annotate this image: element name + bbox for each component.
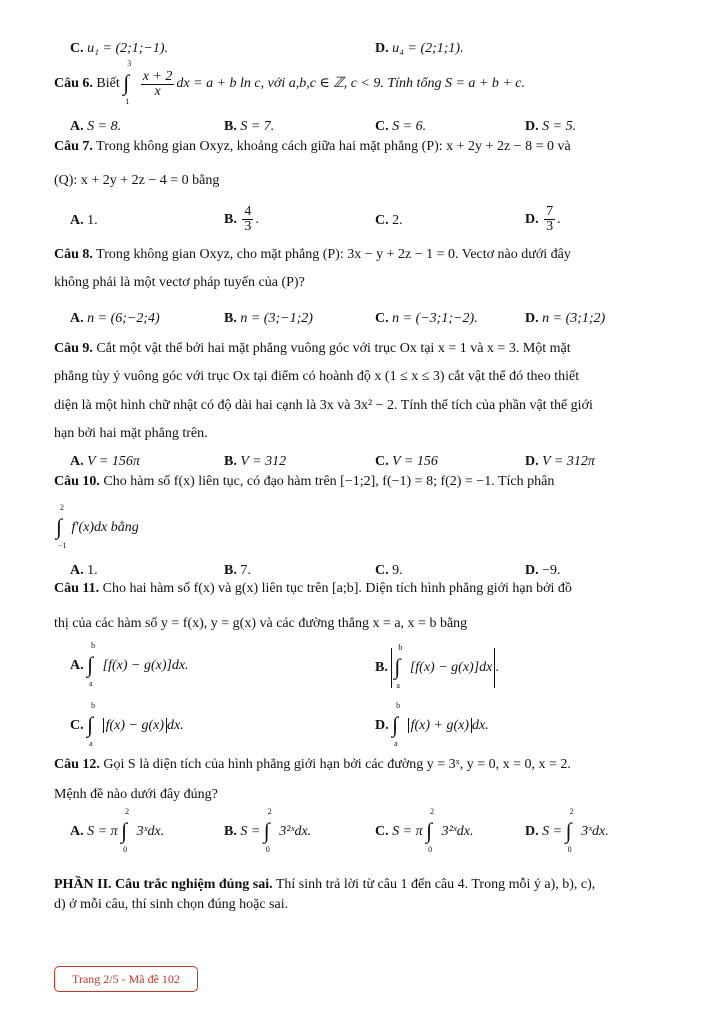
option-body: 3ˣdx. xyxy=(136,824,165,840)
option-text: 1. xyxy=(87,563,98,578)
integral-sign: ∫ 2 0 xyxy=(121,807,130,854)
abs-bars xyxy=(391,642,495,690)
option-label: C. xyxy=(375,311,389,326)
integral-sign: ∫ 2 0 xyxy=(426,807,435,854)
option-pre: S = xyxy=(542,824,563,840)
option-label: D. xyxy=(525,454,539,469)
option-text: S = 5. xyxy=(542,119,577,134)
option-text: n = (−3;1;−2). xyxy=(392,311,478,326)
option-text: [f(x) − g(x)]dx xyxy=(409,660,493,675)
q12-line1: Gọi S là diện tích của hình phẳng giới hạn bởi các đường y = 3ˣ, y = 0, x = 0, x = 2. xyxy=(103,757,571,772)
int-lower: 1 xyxy=(125,97,130,106)
q11-option-b: B. ∫ b a [f(x) − g(x)]dx . xyxy=(375,642,499,690)
page-footer-badge: Trang 2/5 - Mã đề 102 xyxy=(54,966,198,992)
q10-line2: f′(x)dx bằng xyxy=(71,520,139,536)
int-upper: 2 xyxy=(569,807,574,816)
integral-sign: ∫ b a xyxy=(87,701,96,748)
option-label: B. xyxy=(224,824,237,840)
int-upper: b xyxy=(398,642,403,652)
q6-option-b xyxy=(224,118,274,136)
option-label: D. xyxy=(525,824,539,840)
integral-sign: ∫ b a xyxy=(392,701,401,748)
q11-line2: thị của các hàm số y = f(x), y = g(x) và các đường thẳng x = a, x = b bằng xyxy=(54,616,468,631)
int-lower: a xyxy=(394,739,398,748)
option-label: B. xyxy=(224,311,237,326)
q6-option-c xyxy=(375,118,426,136)
q7-d-fraction xyxy=(544,205,555,234)
q8-option-d xyxy=(525,310,605,328)
q10-line1: Cho hàm số f(x) liên tục, có đạo hàm trên [−1;2], f(−1) = 8; f(2) = −1. Tích phân xyxy=(103,474,555,489)
q11-stem-line1 xyxy=(54,580,572,598)
q11-option-c xyxy=(70,701,184,748)
q9-option-d xyxy=(525,453,595,471)
option-label: D. xyxy=(525,212,539,227)
option-label: B. xyxy=(224,119,237,134)
q8-option-a xyxy=(70,310,160,328)
frac-num: x + 2 xyxy=(142,68,173,84)
question-label: Câu 6. xyxy=(54,76,93,92)
q11-option-d xyxy=(375,701,489,748)
option-text: S = 8. xyxy=(87,119,122,134)
option-text: S = 7. xyxy=(240,119,275,134)
option-label: B. xyxy=(224,563,237,578)
option-label: A. xyxy=(70,658,84,674)
integral-sign: ∫ b a xyxy=(394,642,403,690)
q5-option-d xyxy=(375,40,464,58)
integral-sign: ∫ b a xyxy=(87,641,96,688)
q6-rest: dx = a + b ln c, với a,b,c ∈ ℤ, c < 9. Tính tổng S = a + b + c. xyxy=(176,76,525,92)
option-text: f(x) + g(x) xyxy=(408,718,472,733)
q7-option-d: D. $\frac{7}{3}$ . xyxy=(525,204,561,235)
q6-prefix: Biết xyxy=(96,76,120,92)
question-label: Câu 10. xyxy=(54,474,100,489)
int-lower: 0 xyxy=(123,845,128,854)
q6-option-a xyxy=(70,118,121,136)
q6-option-d xyxy=(525,118,576,136)
int-upper: 2 xyxy=(125,807,130,816)
q7-option-c xyxy=(375,212,403,230)
int-lower: a xyxy=(89,739,93,748)
option-text: V = 312π xyxy=(542,454,595,469)
option-text: n = (3;1;2) xyxy=(542,311,606,326)
frac-den: x xyxy=(154,83,161,99)
option-label: D. xyxy=(375,41,389,56)
option-label: A. xyxy=(70,119,84,134)
q12-stem-line1 xyxy=(54,756,571,774)
q7-stem-line1 xyxy=(54,138,571,156)
option-text: [f(x) − g(x)]dx. xyxy=(102,658,189,674)
q7-option-b: B. $\frac{4}{3}$ . xyxy=(224,204,259,235)
option-text: 7. xyxy=(240,563,251,578)
question-label: Câu 9. xyxy=(54,341,93,356)
q9-option-c xyxy=(375,453,438,471)
option-label: C. xyxy=(375,119,389,134)
option-text: n = (6;−2;4) xyxy=(87,311,160,326)
q8-line1: Trong không gian Oxyz, cho mặt phẳng (P): 3x − y + 2z − 1 = 0. Vectơ nào dưới đây xyxy=(96,247,571,262)
question-label: Câu 12. xyxy=(54,757,100,772)
option-text: V = 156 xyxy=(392,454,438,469)
q11-line1: Cho hai hàm số f(x) và g(x) liên tục trên [a;b]. Diện tích hình phẳng giới hạn bởi đồ xyxy=(102,581,572,596)
q7-b-fraction xyxy=(242,205,253,234)
option-body: 3²ˣdx. xyxy=(279,824,312,840)
part2-title: PHẦN II. Câu trắc nghiệm đúng sai. xyxy=(54,877,273,892)
q5-option-c xyxy=(70,40,168,58)
int-upper: 2 xyxy=(430,807,435,816)
option-label: A. xyxy=(70,563,84,578)
int-upper: b xyxy=(91,701,96,710)
q10-option-c xyxy=(375,562,403,580)
q11-option-a xyxy=(70,641,189,688)
option-label: D. xyxy=(525,119,539,134)
option-label: A. xyxy=(70,311,84,326)
q7-line2: (Q): x + 2y + 2z − 4 = 0 bằng xyxy=(54,173,220,188)
q9-line4: hạn bởi hai mặt phẳng trên. xyxy=(54,426,208,441)
option-text: 1. xyxy=(87,213,98,228)
option-text: −9. xyxy=(542,563,561,578)
q7-line1: Trong không gian Oxyz, khoảng cách giữa hai mặt phẳng (P): x + 2y + 2z − 8 = 0 và xyxy=(96,139,571,154)
option-text: n = (3;−1;2) xyxy=(240,311,313,326)
q12-option-c xyxy=(375,807,474,854)
part2-line1 xyxy=(54,876,595,894)
option-label: B. xyxy=(375,660,388,675)
q10-stem-line2 xyxy=(56,503,139,550)
option-label: C. xyxy=(375,454,389,469)
q9-line1: Cắt một vật thể bởi hai mặt phẳng vuông góc với trục Ox tại x = 1 và x = 3. Một mặt xyxy=(96,341,571,356)
q9-line3: diện là một hình chữ nhật có độ dài hai cạnh là 3x và 3x² − 2. Tính thể tích của phần vật thể giới xyxy=(54,398,593,413)
option-label: D. xyxy=(525,563,539,578)
int-upper: 2 xyxy=(267,807,272,816)
q6-stem xyxy=(54,59,525,106)
option-label: C. xyxy=(375,824,389,840)
option-label: C. xyxy=(70,718,84,734)
option-text: 2. xyxy=(392,213,403,228)
frac-den: 3 xyxy=(546,219,554,235)
option-pre: S = π xyxy=(392,824,423,840)
option-label: C. xyxy=(375,563,389,578)
option-body: 3ˣdx. xyxy=(581,824,609,840)
q9-line2: phẳng tùy ý vuông góc với trục Ox tại điểm có hoành độ x (1 ≤ x ≤ 3) cắt vật thể đó theo thiết xyxy=(54,369,580,384)
q8-stem-line1 xyxy=(54,246,571,264)
q6-fraction xyxy=(141,70,175,99)
option-label: D. xyxy=(525,311,539,326)
option-label: A. xyxy=(70,824,84,840)
option-text: V = 312 xyxy=(240,454,287,469)
q12-option-b xyxy=(224,807,312,854)
option-label: C. xyxy=(375,213,389,228)
question-label: Câu 11. xyxy=(54,581,100,596)
int-upper: 2 xyxy=(60,503,64,512)
option-tail: dx. xyxy=(167,718,184,734)
int-lower: 0 xyxy=(428,845,433,854)
q10-option-b xyxy=(224,562,251,580)
part2-line2: d) ở mỗi câu, thí sinh chọn đúng hoặc sai. xyxy=(54,897,289,912)
option-text: f(x) − g(x) xyxy=(103,718,167,733)
option-label: B. xyxy=(224,454,237,469)
option-pre: S = π xyxy=(87,824,118,840)
integral-sign: ∫ 2 0 xyxy=(565,807,574,854)
int-lower: a xyxy=(396,680,400,690)
int-lower: 0 xyxy=(265,845,270,854)
q12-line2: Mệnh đề nào dưới đây đúng? xyxy=(54,787,218,802)
option-label: A. xyxy=(70,213,84,228)
int-upper: b xyxy=(396,701,401,710)
option-text: V = 156π xyxy=(87,454,140,469)
q10-option-a xyxy=(70,562,98,580)
frac-den: 3 xyxy=(244,219,252,235)
option-text: u₁ = (2;1;−1). xyxy=(87,41,169,56)
int-upper: b xyxy=(91,641,96,650)
q8-option-c xyxy=(375,310,478,328)
integral-sign: ∫ 2 0 xyxy=(263,807,272,854)
option-text: S = 6. xyxy=(392,119,427,134)
int-lower: 0 xyxy=(567,845,572,854)
q12-option-a xyxy=(70,807,165,854)
q8-option-b xyxy=(224,310,313,328)
part2-text: Thí sinh trả lời từ câu 1 đến câu 4. Trong mỗi ý a), b), c), xyxy=(275,877,596,892)
option-label: A. xyxy=(70,454,84,469)
q10-stem-line1 xyxy=(54,473,554,491)
q9-option-a xyxy=(70,453,140,471)
q9-option-b xyxy=(224,453,286,471)
q7-option-a xyxy=(70,212,98,230)
q12-option-d xyxy=(525,807,609,854)
question-label: Câu 7. xyxy=(54,139,93,154)
option-text: u₄ = (2;1;1). xyxy=(392,41,464,56)
frac-num: 4 xyxy=(244,204,252,220)
frac-num: 7 xyxy=(546,204,554,220)
q10-option-d xyxy=(525,562,561,580)
int-upper: 3 xyxy=(127,59,132,68)
option-pre: S = xyxy=(240,824,261,840)
q8-line2: không phải là một vectơ pháp tuyến của (P)? xyxy=(54,275,305,290)
option-tail: dx. xyxy=(472,718,489,734)
int-lower: −1 xyxy=(58,541,67,550)
int-lower: a xyxy=(89,679,93,688)
option-body: 3²ˣdx. xyxy=(441,824,474,840)
option-label: B. xyxy=(224,212,237,227)
integral-sign: ∫ 3 1 xyxy=(123,59,132,106)
question-label: Câu 8. xyxy=(54,247,93,262)
option-text: 9. xyxy=(392,563,403,578)
option-label: D. xyxy=(375,718,389,734)
option-label: C. xyxy=(70,41,84,56)
q9-stem-line1 xyxy=(54,340,571,358)
integral-sign: ∫ 2 −1 xyxy=(56,503,67,550)
